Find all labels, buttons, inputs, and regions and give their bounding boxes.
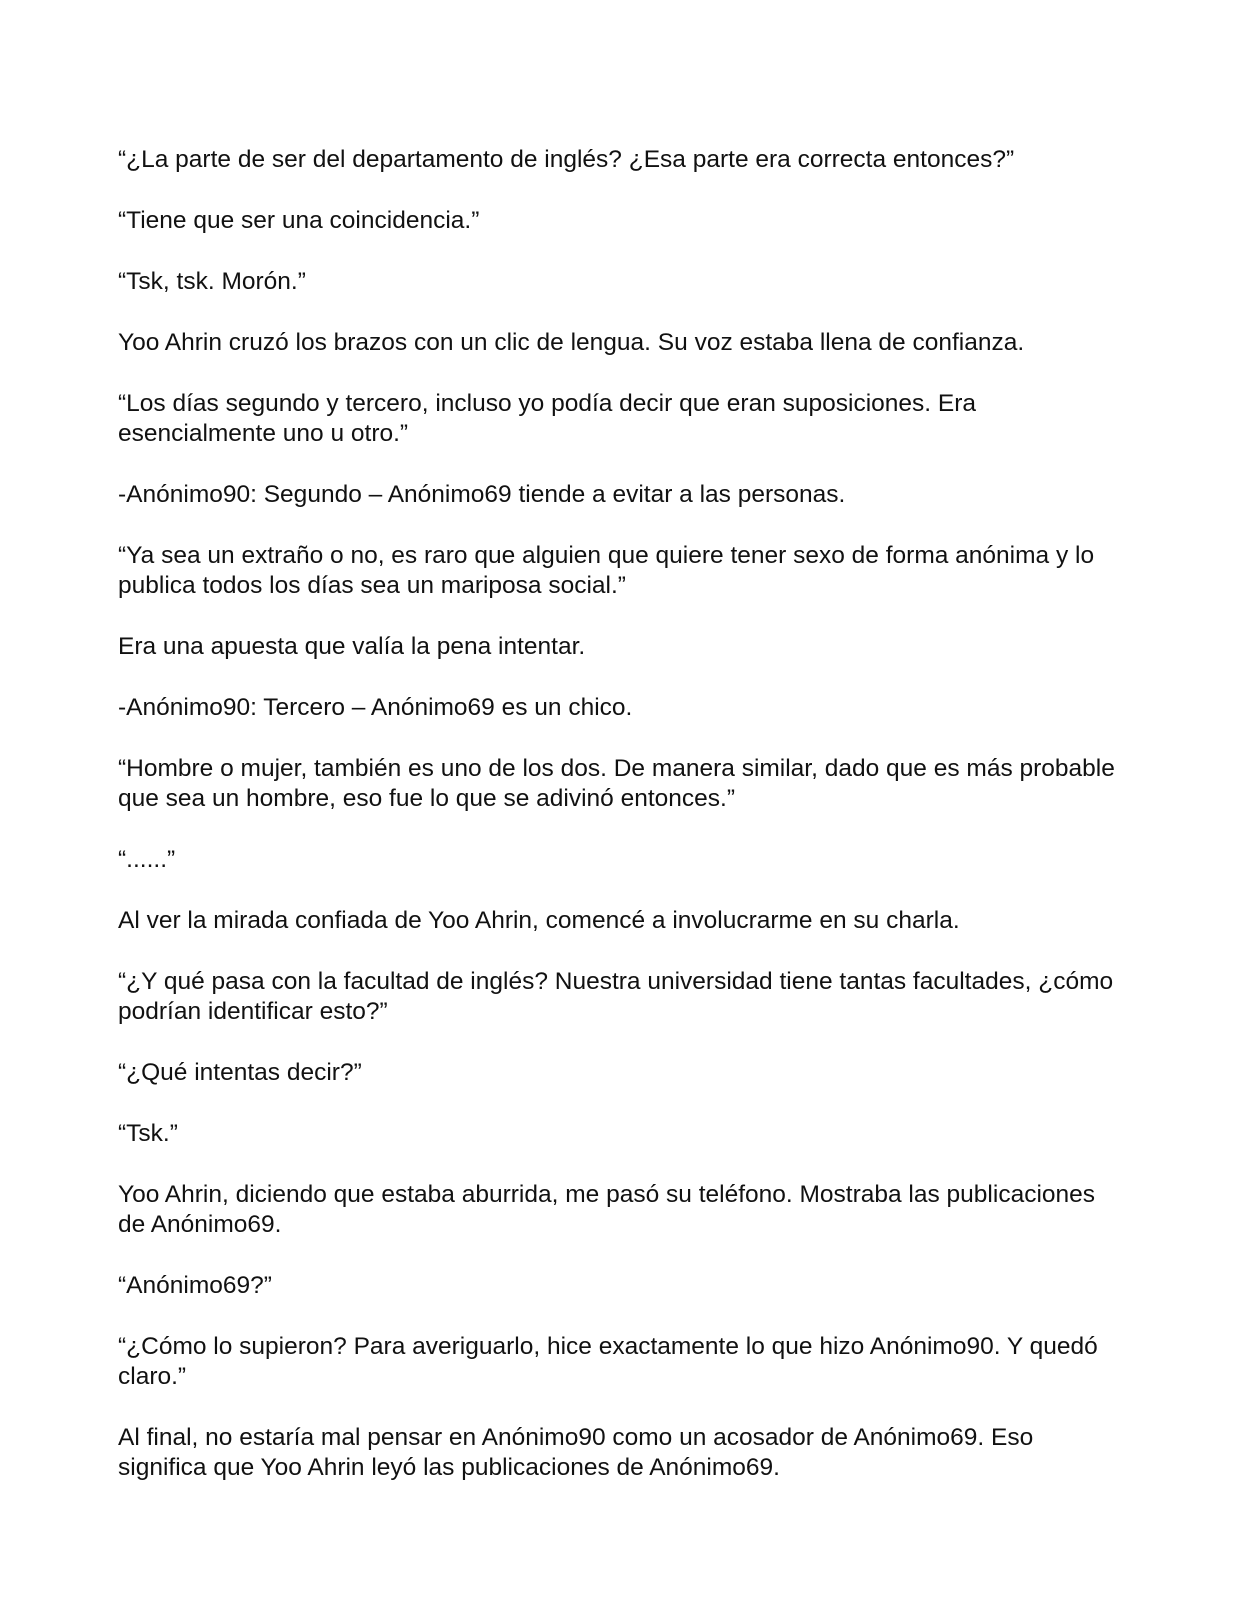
- paragraph: “Tsk.”: [118, 1120, 178, 1147]
- paragraph: -Anónimo90: Segundo – Anónimo69 tiende a evitar a las personas.: [118, 481, 846, 508]
- paragraph: “Anónimo69?”: [118, 1272, 272, 1299]
- paragraph: “¿La parte de ser del departamento de inglés? ¿Esa parte era correcta entonces?”: [118, 146, 1015, 173]
- paragraph: “¿Qué intentas decir?”: [118, 1059, 362, 1086]
- paragraph: “Tiene que ser una coincidencia.”: [118, 207, 480, 234]
- paragraph: “Los días segundo y tercero, incluso yo podía decir que eran suposiciones. Era esencialmente uno u otro.”: [118, 390, 977, 447]
- paragraph: Era una apuesta que valía la pena intentar.: [118, 633, 586, 660]
- paragraph: Yoo Ahrin cruzó los brazos con un clic de lengua. Su voz estaba llena de confianza.: [118, 329, 1025, 356]
- paragraph: Al ver la mirada confiada de Yoo Ahrin, comencé a involucrarme en su charla.: [118, 907, 960, 934]
- paragraph: “¿Y qué pasa con la facultad de inglés? Nuestra universidad tiene tantas facultades, ¿cómo podrían identificar esto?”: [118, 968, 1114, 1025]
- document-body: [118, 145, 1128, 1514]
- paragraph: “¿Cómo lo supieron? Para averiguarlo, hice exactamente lo que hizo Anónimo90. Y quedó claro.”: [118, 1333, 1098, 1390]
- paragraph: “......”: [118, 846, 176, 873]
- paragraph: “Ya sea un extraño o no, es raro que alguien que quiere tener sexo de forma anónima y lo publica todos los días sea un mariposa social.”: [118, 542, 1095, 599]
- paragraph: “Hombre o mujer, también es uno de los dos. De manera similar, dado que es más probable que sea un hombre, eso fue lo que se adivinó entonces.”: [118, 755, 1115, 812]
- paragraph: Al final, no estaría mal pensar en Anónimo90 como un acosador de Anónimo69. Eso significa que Yoo Ahrin leyó las publicaciones de Anónimo69.: [118, 1424, 1034, 1481]
- paragraph: -Anónimo90: Tercero – Anónimo69 es un chico.: [118, 694, 633, 721]
- paragraph: Yoo Ahrin, diciendo que estaba aburrida, me pasó su teléfono. Mostraba las publicaciones de Anónimo69.: [118, 1181, 1096, 1238]
- paragraph: “Tsk, tsk. Morón.”: [118, 268, 306, 295]
